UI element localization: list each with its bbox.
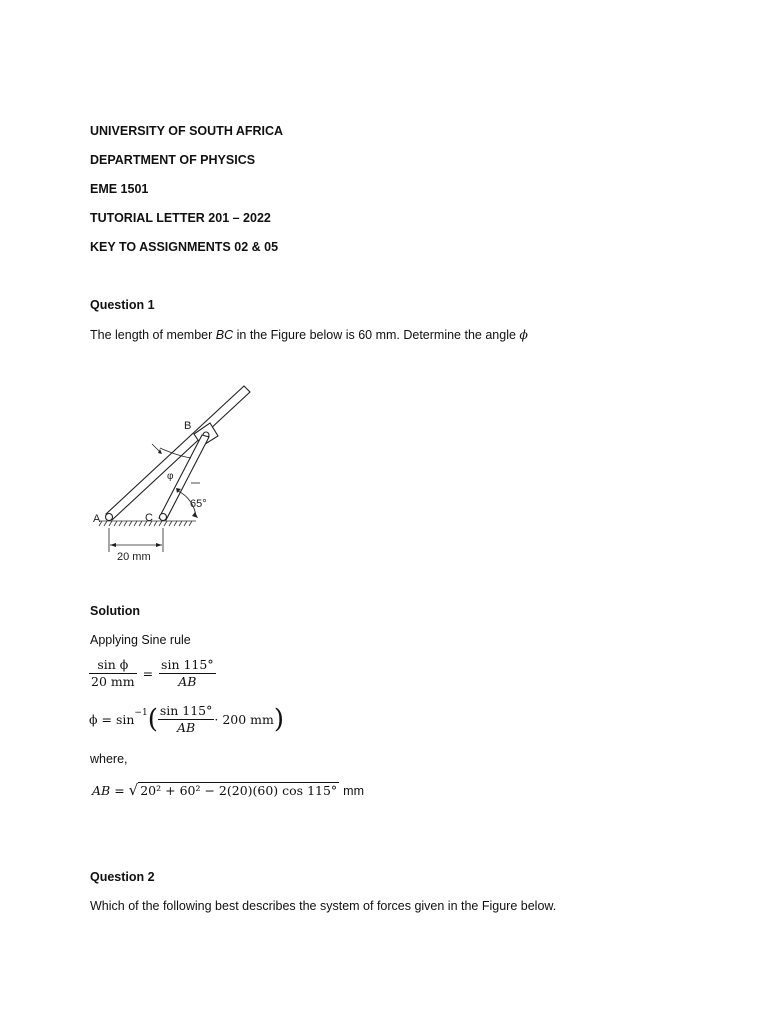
- university-name: UNIVERSITY OF SOUTH AFRICA: [90, 124, 284, 138]
- solution-heading: Solution: [90, 604, 140, 618]
- solution-intro: Applying Sine rule: [90, 633, 191, 647]
- question1-angle-symbol: ϕ: [519, 327, 528, 342]
- eq1-right-fraction: [159, 657, 216, 690]
- tutorial-letter: TUTORIAL LETTER 201 – 2022: [90, 211, 271, 225]
- question1-text-end: in the Figure below is 60 mm. Determine the angle: [233, 328, 520, 342]
- figure-label-c: C: [145, 512, 153, 524]
- eq2-denominator: AB: [177, 720, 196, 735]
- question1-heading: Question 1: [90, 298, 155, 312]
- dimension-line: [109, 528, 163, 552]
- phi-equation: $\phi = \sin^{-1}$( $\frac{\sin 115^\circ}{AB}$ · 200 mm): [89, 703, 285, 735]
- eq1-left-denominator: 20 mm: [91, 674, 135, 689]
- eq1-left-numerator: sin ϕ: [89, 657, 137, 674]
- eq2-fraction: [158, 703, 215, 736]
- eq1-right-denominator: AB: [178, 674, 197, 689]
- figure-label-phi: φ: [167, 471, 174, 482]
- question2-text: Which of the following best describes the system of forces given in the Figure below.: [90, 899, 557, 913]
- pin-a: [106, 514, 113, 521]
- eq3-radicand: 20² + 60² − 2(20)(60) cos 115°: [140, 783, 338, 798]
- figure-dimension-label: 20 mm: [117, 551, 151, 563]
- question1-text-start: The length of member: [90, 328, 216, 342]
- course-code: EME 1501: [90, 182, 149, 196]
- pin-c: [160, 514, 167, 521]
- figure-angle-label: 65°: [190, 498, 207, 510]
- where-text: where,: [90, 752, 128, 766]
- eq1-equals: =: [142, 666, 154, 681]
- question1-text: [90, 327, 528, 343]
- figure-label-b: B: [184, 420, 192, 432]
- department-name: DEPARTMENT OF PHYSICS: [90, 153, 256, 167]
- eq2-lhs: ϕ = sin: [89, 712, 135, 727]
- eq2-tail: · 200 mm: [214, 712, 274, 727]
- eq3-equals: =: [114, 783, 125, 798]
- ab-equation: [92, 781, 364, 799]
- eq2-numerator: sin 115°: [159, 703, 213, 718]
- eq2-exponent: −1: [134, 708, 148, 718]
- eq1-left-fraction: [89, 657, 137, 690]
- assignment-key: KEY TO ASSIGNMENTS 02 & 05: [90, 240, 279, 254]
- eq1-right-numerator: sin 115°: [161, 657, 214, 672]
- sine-rule-equation: [89, 657, 216, 690]
- eq3-unit: mm: [343, 784, 364, 798]
- figure-label-a: A: [93, 513, 101, 525]
- linkage-figure: [88, 380, 268, 565]
- sqrt-sign: √: [128, 781, 139, 799]
- question1-member: BC: [215, 328, 234, 342]
- eq3-lhs: AB: [92, 783, 111, 798]
- question2-heading: Question 2: [90, 870, 155, 884]
- rod-ab: [106, 386, 250, 520]
